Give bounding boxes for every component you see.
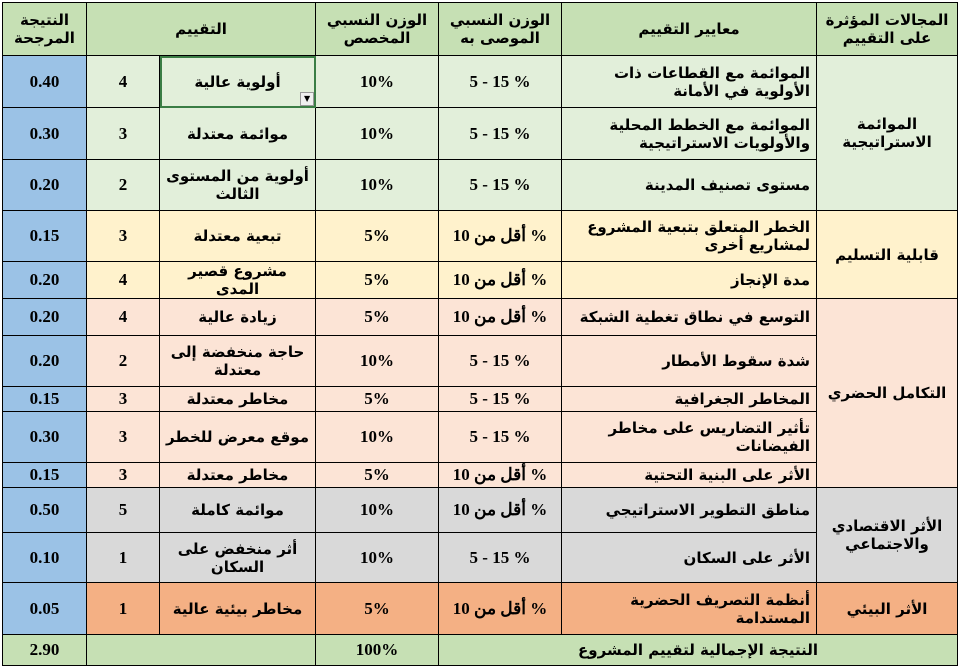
assigned-weight-cell[interactable]: 10%	[316, 336, 439, 387]
domain-cell-environmental[interactable]: الأثر البيئي	[817, 583, 958, 635]
result-cell[interactable]: 0.20	[3, 299, 87, 336]
result-cell[interactable]: 0.15	[3, 211, 87, 262]
score-cell[interactable]: 4	[87, 56, 160, 108]
evaluation-sheet	[2, 2, 957, 659]
score-cell[interactable]: 3	[87, 412, 160, 463]
total-assigned-cell[interactable]: 100%	[316, 635, 439, 666]
recommended-weight-cell[interactable]: 5 - 15 %	[439, 160, 562, 211]
criterion-cell[interactable]: مستوى تصنيف المدينة	[562, 160, 817, 211]
rating-text: أولوية عالية	[194, 72, 281, 91]
score-cell[interactable]: 1	[87, 583, 160, 635]
score-cell[interactable]: 2	[87, 336, 160, 387]
score-cell[interactable]: 1	[87, 533, 160, 583]
total-result-cell[interactable]: 2.90	[3, 635, 87, 666]
score-cell[interactable]: 4	[87, 262, 160, 299]
header-domains[interactable]: المجالات المؤثرة على التقييم	[817, 3, 958, 56]
rating-cell[interactable]: زيادة عالية	[160, 299, 316, 336]
score-cell[interactable]: 3	[87, 463, 160, 488]
assigned-weight-cell[interactable]: 10%	[316, 56, 439, 108]
score-cell[interactable]: 2	[87, 160, 160, 211]
criterion-cell[interactable]: الموائمة مع القطاعات ذات الأولوية في الأمانة	[562, 56, 817, 108]
recommended-weight-cell[interactable]: 5 - 15 %	[439, 533, 562, 583]
recommended-weight-cell[interactable]: 5 - 15 %	[439, 336, 562, 387]
table-row	[3, 533, 958, 583]
criterion-cell[interactable]: الأثر على البنية التحتية	[562, 463, 817, 488]
recommended-weight-cell[interactable]: أقل من 10 %	[439, 211, 562, 262]
criterion-cell[interactable]: المخاطر الجغرافية	[562, 387, 817, 412]
rating-cell[interactable]: موقع معرض للخطر	[160, 412, 316, 463]
evaluation-table	[2, 2, 958, 666]
rating-cell[interactable]: أولوية من المستوى الثالث	[160, 160, 316, 211]
header-assigned-weight[interactable]: الوزن النسبي المخصص	[316, 3, 439, 56]
assigned-weight-cell[interactable]: 5%	[316, 299, 439, 336]
domain-cell-urban[interactable]: التكامل الحضري	[817, 299, 958, 488]
recommended-weight-cell[interactable]: 5 - 15 %	[439, 108, 562, 160]
rating-cell[interactable]: مخاطر معتدلة	[160, 463, 316, 488]
recommended-weight-cell[interactable]: أقل من 10 %	[439, 583, 562, 635]
score-cell[interactable]: 5	[87, 488, 160, 533]
score-cell[interactable]: 3	[87, 108, 160, 160]
rating-cell[interactable]: تبعية معتدلة	[160, 211, 316, 262]
result-cell[interactable]: 0.15	[3, 463, 87, 488]
criterion-cell[interactable]: الخطر المتعلق بتبعية المشروع لمشاريع أخرى	[562, 211, 817, 262]
rating-cell[interactable]: موائمة معتدلة	[160, 108, 316, 160]
score-cell[interactable]: 4	[87, 299, 160, 336]
assigned-weight-cell[interactable]: 5%	[316, 262, 439, 299]
domain-cell-deliverability[interactable]: قابلية التسليم	[817, 211, 958, 299]
criterion-cell[interactable]: الأثر على السكان	[562, 533, 817, 583]
table-row	[3, 56, 958, 108]
recommended-weight-cell[interactable]: 5 - 15 %	[439, 412, 562, 463]
table-row	[3, 160, 958, 211]
recommended-weight-cell[interactable]: 5 - 15 %	[439, 56, 562, 108]
criterion-cell[interactable]: مناطق التطوير الاستراتيجي	[562, 488, 817, 533]
recommended-weight-cell[interactable]: أقل من 10 %	[439, 299, 562, 336]
criterion-cell[interactable]: الموائمة مع الخطط المحلية والأولويات الاستراتيجية	[562, 108, 817, 160]
total-row	[3, 635, 958, 666]
header-criteria[interactable]: معايير التقييم	[562, 3, 817, 56]
total-empty-cell[interactable]	[87, 635, 316, 666]
header-weighted-result[interactable]: النتيجة المرجحة	[3, 3, 87, 56]
assigned-weight-cell[interactable]: 10%	[316, 160, 439, 211]
table-row	[3, 583, 958, 635]
header-row	[3, 3, 958, 56]
table-row	[3, 299, 958, 336]
total-label-cell[interactable]: النتيجة الإجمالية لتقييم المشروع	[439, 635, 958, 666]
table-row	[3, 488, 958, 533]
rating-cell[interactable]: مخاطر معتدلة	[160, 387, 316, 412]
assigned-weight-cell[interactable]: 5%	[316, 387, 439, 412]
recommended-weight-cell[interactable]: أقل من 10 %	[439, 262, 562, 299]
criterion-cell[interactable]: مدة الإنجاز	[562, 262, 817, 299]
result-cell[interactable]: 0.30	[3, 412, 87, 463]
assigned-weight-cell[interactable]: 10%	[316, 108, 439, 160]
result-cell[interactable]: 0.15	[3, 387, 87, 412]
assigned-weight-cell[interactable]: 5%	[316, 463, 439, 488]
dropdown-arrow-icon[interactable]: ▼	[300, 92, 314, 106]
table-row	[3, 262, 958, 299]
assigned-weight-cell[interactable]: 10%	[316, 488, 439, 533]
domain-cell-socioeconomic[interactable]: الأثر الاقتصادي والاجتماعي	[817, 488, 958, 583]
rating-cell[interactable]: أثر منخفض على السكان	[160, 533, 316, 583]
header-recommended-weight[interactable]: الوزن النسبي الموصى به	[439, 3, 562, 56]
result-cell[interactable]: 0.20	[3, 160, 87, 211]
rating-cell[interactable]: موائمة كاملة	[160, 488, 316, 533]
result-cell[interactable]: 0.40	[3, 56, 87, 108]
result-cell[interactable]: 0.10	[3, 533, 87, 583]
rating-cell[interactable]: مشروع قصير المدى	[160, 262, 316, 299]
table-row	[3, 336, 958, 387]
criterion-cell[interactable]: التوسع في نطاق تغطية الشبكة	[562, 299, 817, 336]
result-cell[interactable]: 0.50	[3, 488, 87, 533]
recommended-weight-cell[interactable]: أقل من 10 %	[439, 463, 562, 488]
table-row	[3, 463, 958, 488]
recommended-weight-cell[interactable]: 5 - 15 %	[439, 387, 562, 412]
result-cell[interactable]: 0.20	[3, 262, 87, 299]
rating-cell[interactable]: مخاطر بيئية عالية	[160, 583, 316, 635]
table-row	[3, 412, 958, 463]
assigned-weight-cell[interactable]: 5%	[316, 211, 439, 262]
score-cell[interactable]: 3	[87, 387, 160, 412]
result-cell[interactable]: 0.20	[3, 336, 87, 387]
assigned-weight-cell[interactable]: 10%	[316, 412, 439, 463]
rating-cell[interactable]: حاجة منخفضة إلى معتدلة	[160, 336, 316, 387]
criterion-cell[interactable]: أنظمة التصريف الحضرية المستدامة	[562, 583, 817, 635]
result-cell[interactable]: 0.05	[3, 583, 87, 635]
rating-cell[interactable]	[160, 56, 316, 108]
criterion-cell[interactable]: شدة سقوط الأمطار	[562, 336, 817, 387]
table-row	[3, 387, 958, 412]
domain-cell-strategic[interactable]: الموائمة الاستراتيجية	[817, 56, 958, 211]
assigned-weight-cell[interactable]: 5%	[316, 583, 439, 635]
recommended-weight-cell[interactable]: أقل من 10 %	[439, 488, 562, 533]
criterion-cell[interactable]: تأثير التضاريس على مخاطر الفيضانات	[562, 412, 817, 463]
header-rating[interactable]: التقييم	[87, 3, 316, 56]
score-cell[interactable]: 3	[87, 211, 160, 262]
result-cell[interactable]: 0.30	[3, 108, 87, 160]
table-row	[3, 108, 958, 160]
assigned-weight-cell[interactable]: 10%	[316, 533, 439, 583]
table-row	[3, 211, 958, 262]
